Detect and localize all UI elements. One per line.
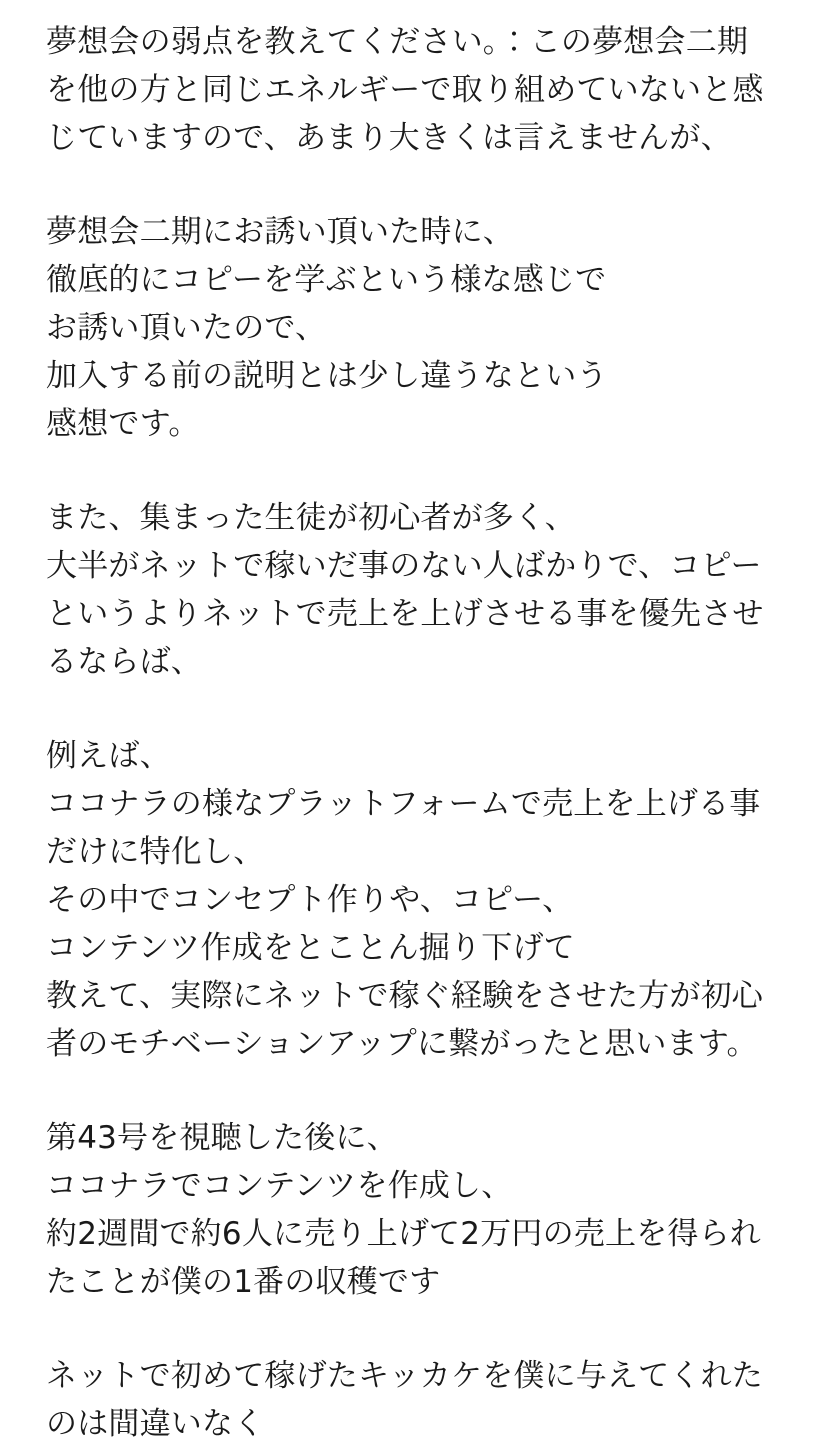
text-line: 大半がネットで稼いだ事のない人ばかりで、コピー: [46, 548, 762, 584]
text-line: ネットで初めて稼げたキッカケを僕に与えてくれた: [46, 1358, 763, 1394]
paragraph: [46, 1352, 784, 1448]
text-line: 感想です。: [46, 406, 200, 442]
text-line: というよりネットで売上を上げさせる事を優先させ: [46, 596, 764, 632]
text-line: たことが僕の1番の収穫です: [46, 1264, 441, 1300]
text-line: ココナラでコンテンツを作成し、: [46, 1168, 513, 1204]
text-line: 夢想会の弱点を教えてください。：この夢想会二期: [46, 24, 749, 60]
paragraph: [46, 1114, 784, 1306]
text-line: お誘い頂いたので、: [46, 310, 327, 346]
text-line: のは間違いなく: [46, 1406, 265, 1442]
text-line: るならば、: [46, 644, 202, 680]
text-line: その中でコンセプト作りや、コピー、: [46, 882, 574, 918]
text-line: 第43号を視聴した後に、: [46, 1120, 398, 1156]
text-line: じていますので、あまり大きくは言えませんが、: [46, 120, 732, 156]
text-line: 教えて、実際にネットで稼ぐ経験をさせた方が初心: [46, 978, 763, 1014]
text-line: また、集まった生徒が初心者が多く、: [46, 500, 576, 536]
paragraph: [46, 18, 784, 162]
paragraph: [46, 494, 784, 686]
text-line: だけに特化し、: [46, 834, 265, 870]
paragraph: [46, 208, 784, 448]
text-line: ココナラの様なプラットフォームで売上を上げる事: [46, 786, 761, 822]
text-line: 者のモチベーションアップに繋がったと思います。: [46, 1026, 758, 1062]
text-line: 例えば、: [46, 738, 171, 774]
text-line: 加入する前の説明とは少し違うなという: [46, 358, 608, 394]
text-line: を他の方と同じエネルギーで取り組めていないと感: [46, 72, 764, 108]
text-line: 約2週間で約6人に売り上げて2万円の売上を得られ: [46, 1216, 761, 1252]
paragraph: [46, 732, 784, 1068]
text-line: コンテンツ作成をとことん掘り下げて: [46, 930, 575, 966]
text-line: 徹底的にコピーを学ぶという様な感じで: [46, 262, 607, 298]
text-line: 夢想会二期にお誘い頂いた時に、: [46, 214, 514, 250]
